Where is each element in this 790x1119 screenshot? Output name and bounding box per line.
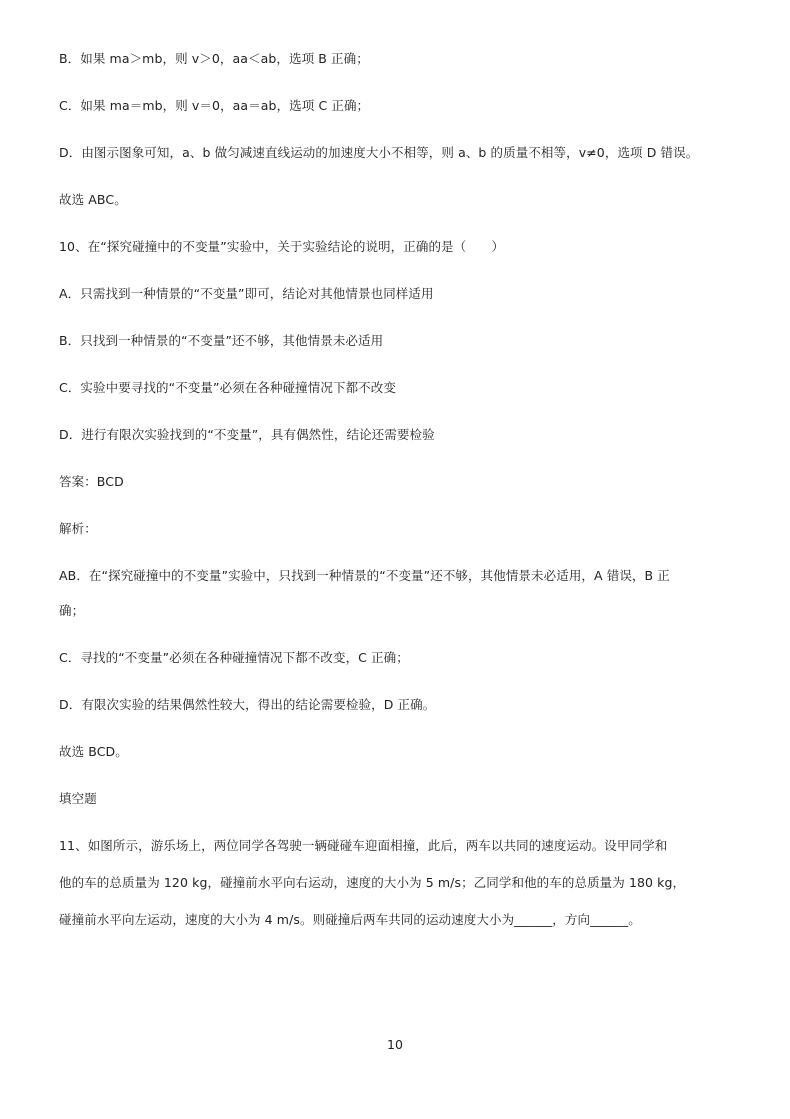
option-c-line: C．如果 ma＝mb，则 v＝0，aa＝ab，选项 C 正确；: [59, 98, 370, 113]
question-11-line-3: 碰撞前水平向左运动，速度的大小为 4 m/s。则碰撞后两车共同的运动速度大小为______，方向______。: [59, 912, 641, 927]
analysis-d-line: D．有限次实验的结果偶然性较大，得出的结论需要检验，D 正确。: [59, 697, 436, 712]
analysis-ab-line: AB．在“探究碰撞中的不变量”实验中，只找到一种情景的“不变量”还不够，其他情景未必适用，A 错误，B 正: [59, 568, 670, 583]
question-10-option-b: B．只找到一种情景的“不变量”还不够，其他情景未必适用: [59, 333, 384, 348]
section-heading-fill-in: 填空题: [59, 791, 97, 806]
analysis-ab-continued: 确；: [59, 603, 85, 618]
question-10-option-c: C．实验中要寻找的“不变量”必须在各种碰撞情况下都不改变: [59, 380, 396, 395]
conclusion-line: 故选 ABC。: [59, 192, 127, 207]
page-number: 10: [387, 1037, 403, 1052]
question-10-option-d: D．进行有限次实验找到的“不变量”，具有偶然性，结论还需要检验: [59, 427, 435, 442]
answer-line: 答案：BCD: [59, 474, 124, 489]
option-d-line: D．由图示图象可知，a、b 做匀减速直线运动的加速度大小不相等，则 a、b 的质量不相等，v≠0，选项 D 错误。: [59, 145, 699, 160]
conclusion-line-2: 故选 BCD。: [59, 744, 128, 759]
question-11-line-1: 11、如图所示，游乐场上，两位同学各驾驶一辆碰碰车迎面相撞，此后，两车以共同的速度运动。设甲同学和: [59, 838, 668, 853]
question-10-stem: 10、在“探究碰撞中的不变量”实验中，关于实验结论的说明，正确的是（ ）: [59, 239, 505, 254]
analysis-c-line: C．寻找的“不变量”必须在各种碰撞情况下都不改变，C 正确；: [59, 650, 409, 665]
analysis-heading: 解析：: [59, 521, 97, 536]
question-11-line-2: 他的车的总质量为 120 kg，碰撞前水平向右运动，速度的大小为 5 m/s；乙同学和他的车的总质量为 180 kg，: [59, 875, 686, 890]
question-10-option-a: A．只需找到一种情景的“不变量”即可，结论对其他情景也同样适用: [59, 286, 434, 301]
option-b-line: B．如果 ma＞mb，则 v＞0，aa＜ab，选项 B 正确；: [59, 51, 369, 66]
